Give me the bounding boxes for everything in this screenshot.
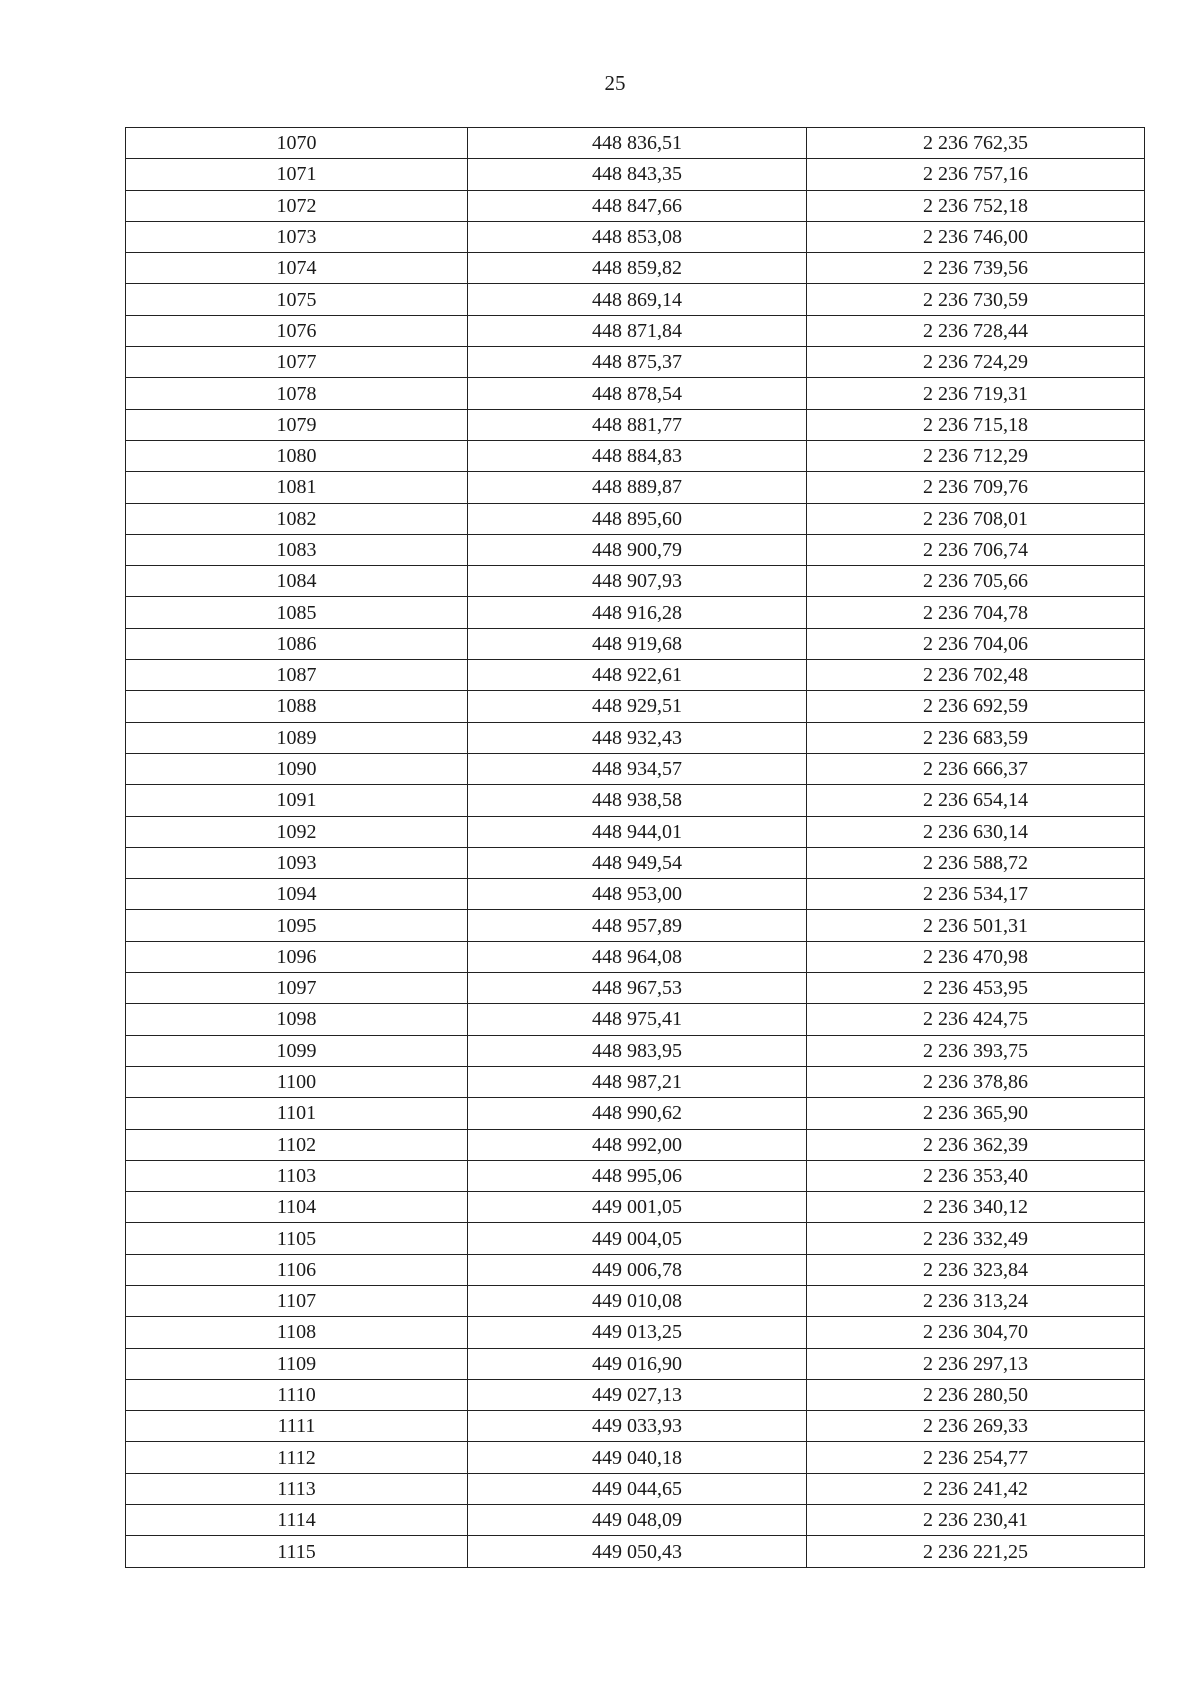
y-coordinate-cell: 2 236 683,59 xyxy=(807,722,1145,753)
x-coordinate-cell: 448 907,93 xyxy=(468,566,807,597)
y-coordinate-cell: 2 236 715,18 xyxy=(807,409,1145,440)
point-number-cell: 1077 xyxy=(126,347,468,378)
point-number-cell: 1104 xyxy=(126,1192,468,1223)
page-number: 25 xyxy=(604,71,626,95)
x-coordinate-cell: 448 975,41 xyxy=(468,1004,807,1035)
table-row xyxy=(126,973,1145,1004)
table-row xyxy=(126,1379,1145,1410)
x-coordinate-cell: 449 040,18 xyxy=(468,1442,807,1473)
table-row xyxy=(126,691,1145,722)
table-row xyxy=(126,190,1145,221)
y-coordinate-cell: 2 236 365,90 xyxy=(807,1098,1145,1129)
table-row xyxy=(126,1160,1145,1191)
y-coordinate-cell: 2 236 297,13 xyxy=(807,1348,1145,1379)
y-coordinate-cell: 2 236 730,59 xyxy=(807,284,1145,315)
y-coordinate-cell: 2 236 280,50 xyxy=(807,1379,1145,1410)
point-number-cell: 1079 xyxy=(126,409,468,440)
y-coordinate-cell: 2 236 501,31 xyxy=(807,910,1145,941)
y-coordinate-cell: 2 236 666,37 xyxy=(807,753,1145,784)
table-row xyxy=(126,409,1145,440)
x-coordinate-cell: 448 889,87 xyxy=(468,472,807,503)
x-coordinate-cell: 448 934,57 xyxy=(468,753,807,784)
y-coordinate-cell: 2 236 709,76 xyxy=(807,472,1145,503)
y-coordinate-cell: 2 236 453,95 xyxy=(807,973,1145,1004)
table-row xyxy=(126,910,1145,941)
table-row xyxy=(126,1473,1145,1504)
table-row xyxy=(126,816,1145,847)
table-row xyxy=(126,1066,1145,1097)
x-coordinate-cell: 448 957,89 xyxy=(468,910,807,941)
table-row xyxy=(126,660,1145,691)
point-number-cell: 1113 xyxy=(126,1473,468,1504)
y-coordinate-cell: 2 236 719,31 xyxy=(807,378,1145,409)
table-row xyxy=(126,1442,1145,1473)
table-row xyxy=(126,566,1145,597)
y-coordinate-cell: 2 236 313,24 xyxy=(807,1285,1145,1316)
y-coordinate-cell: 2 236 712,29 xyxy=(807,440,1145,471)
table-row xyxy=(126,1129,1145,1160)
table-row xyxy=(126,1223,1145,1254)
x-coordinate-cell: 448 949,54 xyxy=(468,847,807,878)
x-coordinate-cell: 448 987,21 xyxy=(468,1066,807,1097)
point-number-cell: 1084 xyxy=(126,566,468,597)
y-coordinate-cell: 2 236 241,42 xyxy=(807,1473,1145,1504)
x-coordinate-cell: 448 853,08 xyxy=(468,221,807,252)
table-row xyxy=(126,1348,1145,1379)
x-coordinate-cell: 449 050,43 xyxy=(468,1536,807,1567)
y-coordinate-cell: 2 236 378,86 xyxy=(807,1066,1145,1097)
point-number-cell: 1095 xyxy=(126,910,468,941)
table-row xyxy=(126,1285,1145,1316)
y-coordinate-cell: 2 236 332,49 xyxy=(807,1223,1145,1254)
table-row xyxy=(126,440,1145,471)
table-row xyxy=(126,284,1145,315)
table-row xyxy=(126,472,1145,503)
x-coordinate-cell: 448 916,28 xyxy=(468,597,807,628)
point-number-cell: 1091 xyxy=(126,785,468,816)
y-coordinate-cell: 2 236 752,18 xyxy=(807,190,1145,221)
point-number-cell: 1071 xyxy=(126,159,468,190)
x-coordinate-cell: 448 875,37 xyxy=(468,347,807,378)
point-number-cell: 1093 xyxy=(126,847,468,878)
point-number-cell: 1088 xyxy=(126,691,468,722)
point-number-cell: 1110 xyxy=(126,1379,468,1410)
y-coordinate-cell: 2 236 221,25 xyxy=(807,1536,1145,1567)
table-row xyxy=(126,1317,1145,1348)
x-coordinate-cell: 448 995,06 xyxy=(468,1160,807,1191)
x-coordinate-cell: 449 016,90 xyxy=(468,1348,807,1379)
x-coordinate-cell: 449 010,08 xyxy=(468,1285,807,1316)
table-row xyxy=(126,1004,1145,1035)
x-coordinate-cell: 448 967,53 xyxy=(468,973,807,1004)
x-coordinate-cell: 448 922,61 xyxy=(468,660,807,691)
table-row xyxy=(126,628,1145,659)
x-coordinate-cell: 448 944,01 xyxy=(468,816,807,847)
y-coordinate-cell: 2 236 762,35 xyxy=(807,128,1145,159)
point-number-cell: 1083 xyxy=(126,534,468,565)
y-coordinate-cell: 2 236 323,84 xyxy=(807,1254,1145,1285)
point-number-cell: 1101 xyxy=(126,1098,468,1129)
point-number-cell: 1109 xyxy=(126,1348,468,1379)
x-coordinate-cell: 448 990,62 xyxy=(468,1098,807,1129)
point-number-cell: 1105 xyxy=(126,1223,468,1254)
table-row xyxy=(126,1254,1145,1285)
y-coordinate-cell: 2 236 353,40 xyxy=(807,1160,1145,1191)
point-number-cell: 1072 xyxy=(126,190,468,221)
table-row xyxy=(126,941,1145,972)
table-row xyxy=(126,1536,1145,1567)
point-number-cell: 1096 xyxy=(126,941,468,972)
table-row xyxy=(126,253,1145,284)
point-number-cell: 1103 xyxy=(126,1160,468,1191)
table-row xyxy=(126,753,1145,784)
y-coordinate-cell: 2 236 702,48 xyxy=(807,660,1145,691)
y-coordinate-cell: 2 236 534,17 xyxy=(807,879,1145,910)
point-number-cell: 1106 xyxy=(126,1254,468,1285)
table-row xyxy=(126,534,1145,565)
point-number-cell: 1082 xyxy=(126,503,468,534)
point-number-cell: 1085 xyxy=(126,597,468,628)
table-row xyxy=(126,785,1145,816)
x-coordinate-cell: 449 004,05 xyxy=(468,1223,807,1254)
x-coordinate-cell: 449 006,78 xyxy=(468,1254,807,1285)
x-coordinate-cell: 448 938,58 xyxy=(468,785,807,816)
x-coordinate-cell: 448 869,14 xyxy=(468,284,807,315)
point-number-cell: 1089 xyxy=(126,722,468,753)
y-coordinate-cell: 2 236 728,44 xyxy=(807,315,1145,346)
x-coordinate-cell: 449 044,65 xyxy=(468,1473,807,1504)
point-number-cell: 1075 xyxy=(126,284,468,315)
table-row xyxy=(126,1505,1145,1536)
x-coordinate-cell: 448 953,00 xyxy=(468,879,807,910)
table-row xyxy=(126,879,1145,910)
point-number-cell: 1086 xyxy=(126,628,468,659)
point-number-cell: 1098 xyxy=(126,1004,468,1035)
x-coordinate-cell: 448 836,51 xyxy=(468,128,807,159)
table-row xyxy=(126,128,1145,159)
table-row xyxy=(126,221,1145,252)
point-number-cell: 1073 xyxy=(126,221,468,252)
x-coordinate-cell: 449 033,93 xyxy=(468,1411,807,1442)
point-number-cell: 1111 xyxy=(126,1411,468,1442)
point-number-cell: 1107 xyxy=(126,1285,468,1316)
point-number-cell: 1090 xyxy=(126,753,468,784)
point-number-cell: 1099 xyxy=(126,1035,468,1066)
y-coordinate-cell: 2 236 704,78 xyxy=(807,597,1145,628)
point-number-cell: 1092 xyxy=(126,816,468,847)
x-coordinate-cell: 448 983,95 xyxy=(468,1035,807,1066)
x-coordinate-cell: 448 895,60 xyxy=(468,503,807,534)
point-number-cell: 1070 xyxy=(126,128,468,159)
y-coordinate-cell: 2 236 757,16 xyxy=(807,159,1145,190)
point-number-cell: 1097 xyxy=(126,973,468,1004)
point-number-cell: 1078 xyxy=(126,378,468,409)
y-coordinate-cell: 2 236 470,98 xyxy=(807,941,1145,972)
table-row xyxy=(126,159,1145,190)
y-coordinate-cell: 2 236 704,06 xyxy=(807,628,1145,659)
table-row xyxy=(126,847,1145,878)
point-number-cell: 1094 xyxy=(126,879,468,910)
point-number-cell: 1076 xyxy=(126,315,468,346)
table-row xyxy=(126,1411,1145,1442)
y-coordinate-cell: 2 236 739,56 xyxy=(807,253,1145,284)
coordinates-table-body xyxy=(126,128,1145,1568)
table-row xyxy=(126,503,1145,534)
x-coordinate-cell: 448 932,43 xyxy=(468,722,807,753)
x-coordinate-cell: 448 881,77 xyxy=(468,409,807,440)
x-coordinate-cell: 448 871,84 xyxy=(468,315,807,346)
coordinates-table xyxy=(125,127,1145,1568)
y-coordinate-cell: 2 236 708,01 xyxy=(807,503,1145,534)
y-coordinate-cell: 2 236 630,14 xyxy=(807,816,1145,847)
y-coordinate-cell: 2 236 393,75 xyxy=(807,1035,1145,1066)
x-coordinate-cell: 448 843,35 xyxy=(468,159,807,190)
point-number-cell: 1115 xyxy=(126,1536,468,1567)
x-coordinate-cell: 448 919,68 xyxy=(468,628,807,659)
table-row xyxy=(126,347,1145,378)
table-row xyxy=(126,315,1145,346)
y-coordinate-cell: 2 236 692,59 xyxy=(807,691,1145,722)
point-number-cell: 1074 xyxy=(126,253,468,284)
y-coordinate-cell: 2 236 340,12 xyxy=(807,1192,1145,1223)
point-number-cell: 1100 xyxy=(126,1066,468,1097)
x-coordinate-cell: 449 013,25 xyxy=(468,1317,807,1348)
point-number-cell: 1108 xyxy=(126,1317,468,1348)
x-coordinate-cell: 448 929,51 xyxy=(468,691,807,722)
x-coordinate-cell: 449 001,05 xyxy=(468,1192,807,1223)
x-coordinate-cell: 448 992,00 xyxy=(468,1129,807,1160)
point-number-cell: 1102 xyxy=(126,1129,468,1160)
x-coordinate-cell: 448 884,83 xyxy=(468,440,807,471)
y-coordinate-cell: 2 236 654,14 xyxy=(807,785,1145,816)
table-row xyxy=(126,1035,1145,1066)
table-row xyxy=(126,597,1145,628)
table-row xyxy=(126,1098,1145,1129)
y-coordinate-cell: 2 236 254,77 xyxy=(807,1442,1145,1473)
y-coordinate-cell: 2 236 362,39 xyxy=(807,1129,1145,1160)
x-coordinate-cell: 448 964,08 xyxy=(468,941,807,972)
y-coordinate-cell: 2 236 706,74 xyxy=(807,534,1145,565)
x-coordinate-cell: 448 900,79 xyxy=(468,534,807,565)
point-number-cell: 1080 xyxy=(126,440,468,471)
y-coordinate-cell: 2 236 304,70 xyxy=(807,1317,1145,1348)
point-number-cell: 1081 xyxy=(126,472,468,503)
x-coordinate-cell: 448 878,54 xyxy=(468,378,807,409)
table-row xyxy=(126,378,1145,409)
table-row xyxy=(126,722,1145,753)
x-coordinate-cell: 449 048,09 xyxy=(468,1505,807,1536)
y-coordinate-cell: 2 236 230,41 xyxy=(807,1505,1145,1536)
x-coordinate-cell: 448 847,66 xyxy=(468,190,807,221)
x-coordinate-cell: 448 859,82 xyxy=(468,253,807,284)
y-coordinate-cell: 2 236 269,33 xyxy=(807,1411,1145,1442)
y-coordinate-cell: 2 236 724,29 xyxy=(807,347,1145,378)
x-coordinate-cell: 449 027,13 xyxy=(468,1379,807,1410)
y-coordinate-cell: 2 236 588,72 xyxy=(807,847,1145,878)
y-coordinate-cell: 2 236 746,00 xyxy=(807,221,1145,252)
point-number-cell: 1112 xyxy=(126,1442,468,1473)
y-coordinate-cell: 2 236 424,75 xyxy=(807,1004,1145,1035)
y-coordinate-cell: 2 236 705,66 xyxy=(807,566,1145,597)
point-number-cell: 1087 xyxy=(126,660,468,691)
table-row xyxy=(126,1192,1145,1223)
point-number-cell: 1114 xyxy=(126,1505,468,1536)
